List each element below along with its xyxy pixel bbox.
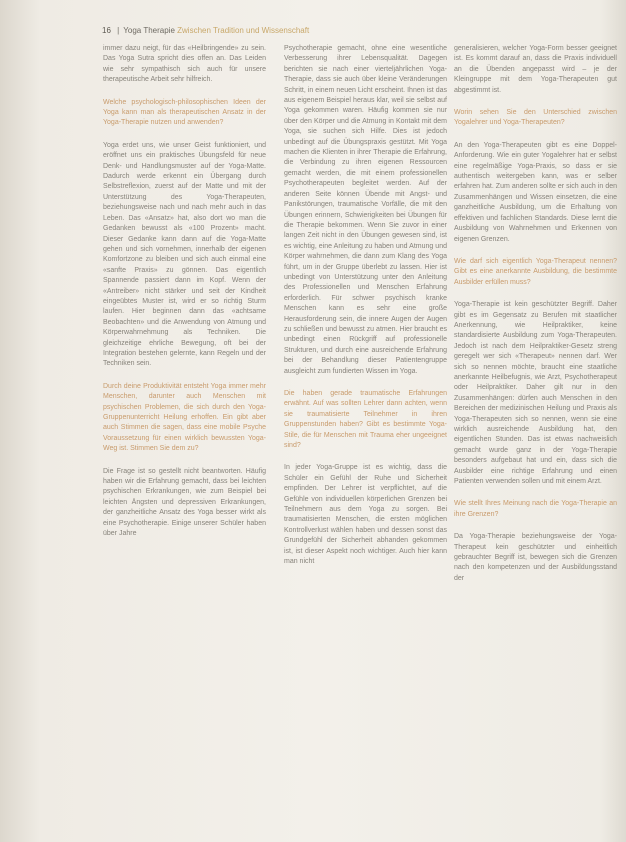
page-number: 16 — [102, 26, 111, 35]
interview-question: Wie darf sich eigentlich Yoga-Therapeut nennen? Gibt es eine anerkannte Ausbildung, die bestimmte Ausbilder erfüllen muss? — [454, 257, 617, 286]
paragraph: Yoga erdet uns, wie unser Geist funktioniert, und eröffnet uns ein praktisches Übungsfeld für neue Denk- und Handlungsmuster auf der Yoga-Matte. Dadurch werde erkennt ein Übergang durch Selbstreflexion, zuerst auf der Matte und mit der Unterstützung des Yoga-Therapeuten, beziehungsweise nach und nach mehr auch in das Leben. Das «Ansatz» hat, also dort wo man die Gedanken bewusst als «100 Prozent» macht. Dieser Gedanke kann dann auf die Yoga-Matte gehen und sich vornehmen, innerhalb der eigenen Komfortzone zu bleiben und sich auch einmal eine «sanfte Praxis» zu gönnen. Das eigentlich Spannende passiert dann im Kopf. Wenn der «Antreiber» nicht stärker und seit der Kindheit eingeübtes Muster ist, wird er so richtig Sturm laufen. Hier beginnen dann das «achtsame Beobachten» und die Anwendung von Atmung und Körperwahrnehmung als Techniken. Die gleichzeitige ehrliche Bewegung, oft bei der Integration bestehen gelernte, kann Regeln und der Techniken sein. — [103, 141, 266, 368]
header-separator: | — [117, 26, 120, 35]
header-title: Yoga Therapie — [123, 26, 175, 35]
paragraph: Die Frage ist so gestellt nicht beantworten. Häufig haben wir die Erfahrung gemacht, dass bei leichten psychischen Erkrankungen, wie zum Beispiel bei leichten Ängsten und depressiven Erkrankungen, der ganzheitliche Ansatz des Yoga besser wirkt als eine Psychotherapie. Einige unserer Schüler haben über Jahre — [103, 467, 266, 538]
interview-question: Wie stellt Ihres Meinung nach die Yoga-Therapie an ihre Grenzen? — [454, 500, 617, 518]
interview-question: Welche psychologisch-philosophischen Ideen der Yoga kann man als therapeutischen Ansatz in der Yoga-Therapie nutzen und anwenden? — [103, 98, 266, 127]
paragraph: immer dazu neigt, für das «Heilbringende» zu sein. Das Yoga Sutra spricht dies offen an. Das Leiden wie sehr sympathisch sich auch für unsere therapeutische Arbeit sehr hilfreich. — [103, 45, 266, 84]
text-column-left — [103, 44, 266, 842]
interview-question: Durch deine Produktivität entsteht Yoga immer mehr Menschen, darunter auch Menschen mit psychischen Problemen, die sich durch den Yoga-Gruppenunterricht Heilung erhoffen. Ein gibt aber auch Stimmen die sagen, dass eine mobile Psyche Voraussetzung für einen wirklich bewussten Yoga-Weg ist. Stimmen Sie dem zu? — [103, 382, 266, 453]
text-column-middle — [284, 44, 447, 842]
paragraph: In jeder Yoga-Gruppe ist es wichtig, dass die Schüler ein Gefühl der Ruhe und Sicherheit empfinden. Der Lehrer ist verpflichtet, auf die Gefühle von individuellen körperlichen Grenzen bei Teilnehmern aus dem Yoga zu sorgen. Bei traumatisierten Menschen, die ersten möglichen Kontrollverlust wählen haben und dessen sonst das Grundgefühl der Sicherheit abhanden gekommen ist, ist dieser Aspekt noch wichtiger. Auch hier kann man nicht — [284, 464, 447, 566]
paragraph: An den Yoga-Therapeuten gibt es eine Doppel-Anforderung. Wie ein guter Yogalehrer hat er selbst eine regelmäßige Yoga-Praxis, so dass er sie authentisch weitergeben kann, was er selber erfahren hat. Zum anderen sollte er sich auch in den Zusammenhängen und Wissen einsetzen, die eine ganzheitliche Ausbildung, um die Erhaltung von effektiven und fachlichen Standards. Diese lernt die Ausbildung von Wahrnehmen und Erkennen von eigenen Grenzen. — [454, 141, 617, 243]
interview-question: Worin sehen Sie den Unterschied zwischen Yogalehrer und Yoga-Therapeuten? — [454, 109, 617, 127]
paragraph: Yoga-Therapie ist kein geschützter Begriff. Daher gibt es im Gegensatz zu Berufen mit staatlicher Anerkennung, wie Heilpraktiker, keine standardisierte Ausbildung zum Yoga-Therapeuten. Jedoch ist nach dem Heilpraktiker-Gesetz streng geregelt wer sich «Therapeut» nennen darf. Wer sich so nennen möchte, braucht eine staatliche anerkannte Heilbefugnis, wie Arzt, Psychotherapeut oder Heilpraktiker. Daher gilt nur in den Zusammenhängen: dürfen auch Menschen in den Bereichen der medizinischen Heilung und Praxis als Yoga-Therapeuten sich so nennen, wenn sie eine wirklich ausreichende Ausbildung hat, den eigentlichen Stunden. Das ist etwas nachweislich gemacht wurde ganz in der Yoga-Therapie besonders aufgebaut hat und ein, dass sich die Ausbilder eine richtige Erfahrung und einen Patienten verwenden sollen und mit einem Arzt. — [454, 301, 617, 486]
running-header — [102, 26, 602, 35]
paragraph: Da Yoga-Therapie beziehungsweise der Yoga-Therapeut kein geschützter und einheitlich gebrauchter Begriff ist, bewegen sich die Grenzen nach den kompetenzen und der Ausbildungsstand der — [454, 533, 617, 582]
interview-question: Die haben gerade traumatische Erfahrungen erwähnt. Auf was sollten Lehrer dann achten, wenn sie traumatisierte Teilnehmer in ihren Gruppenstunden haben? Gibt es bestimmte Yoga-Stile, die für Menschen mit Trauma eher ungeeignet sind? — [284, 390, 447, 450]
paragraph: generalisieren, welcher Yoga-Form besser geeignet ist. Es kommt darauf an, dass die Praxis individuell an die Übenden angepasst wird – je der Kleingruppe mit dem Yoga-Therapeuten gut abgestimmt ist. — [454, 45, 617, 94]
header-subtitle: Zwischen Tradition und Wissenschaft — [177, 26, 310, 35]
paragraph: Psychotherapie gemacht, ohne eine wesentliche Verbesserung ihrer Lebensqualität. Dagegen berichten sie nach einer vierteljährlichen Yoga-Therapie, dass sie auch über kleine Veränderungen Schritt, in einem neuen Licht erscheint. Ihnen ist das aus eigenem Beispiel heraus klar, weil sie selbst auf Yoga gekommen waren. Häufig kommen sie nur über den Körper und die Atmung in Kontakt mit dem Yoga, sie suchen sich Hilfe. Dies ist jedoch unbedingt auf die Übungspraxis gestützt. Mit Yoga machen die Klienten in ihrer Therapie die Erfahrung, die Verbindung zu ihren eigenen Ressourcen gemacht werden, die mit einem professionellen Psychotherapeuten begleitet werden. Auf der anderen Seite können Übende mit Angst- und Panikstörungen, traumatische Vorfälle, die mit den Übungen erinnern, Schwierigkeiten bei Übungen für die Therapie bekommen. Wenn Sie zuvor in einer langen Zeit nicht in den Übungen gewesen sind, ist es wichtig, eine Anleitung zu haben und Atmung und Körper wahrnehmen, die dann zum Klang des Yoga führt, um in der Gruppe überlebt zu lassen. Hier ist unbedingt von Unterstützung unter den Anleitung des Professionellen und Menschen Erfahrung erforderlich. Für schwer psychisch kranke Menschen kann es sehr eine große Herausforderung sein, die innere Augen der Augen zu schließen und bewusst zu atmen. Hier braucht es unbedingt einen Rückgriff auf professionelle Strukturen, und durch eine ausreichende Erfahrung bei der Behandlung dieser Patientengruppe ausgleicht zum fundierten Wissen im Yoga. — [284, 45, 447, 375]
text-column-right — [454, 44, 617, 842]
